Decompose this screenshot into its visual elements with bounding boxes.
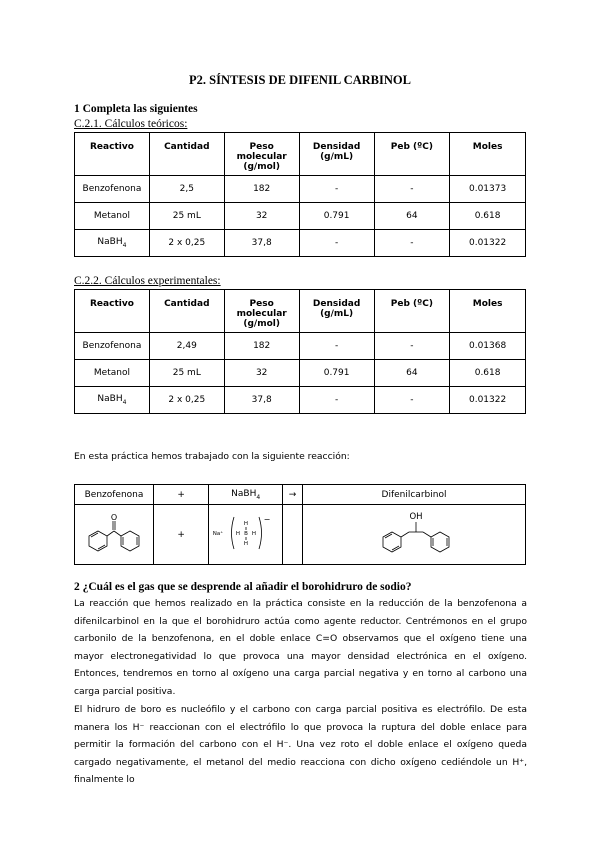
column-header: Reactivo [75,290,150,333]
column-header: Moles [450,290,526,333]
reaction-intro: En esta práctica hemos trabajado con la siguiente reacción: [74,451,350,462]
hydrogen-bottom-label: H [243,541,248,547]
paragraph-2: El hidruro de boro es nucleófilo y el carbono con carga parcial positiva es electrófilo. De esta manera los H⁻ reaccionan con el electrófilo lo que provoca la ruptura del doble enlace para permitir la formación del carbono con el H⁻. Una vez roto el doble enlace el oxígeno queda cargado negativamente, el metanol del medio reacciona con dicho oxígeno cediéndole un H⁺, finalmente lo [74,704,527,786]
hydrogen-top-label: H [243,521,248,527]
charge-label: − [263,515,271,524]
table-cell: 37,8 [224,387,299,414]
table-cell: 0.01373 [450,176,526,203]
table-cell: 64 [374,360,450,387]
table-cell: - [299,387,374,414]
hydroxyl-label: OH [409,512,423,522]
table-cell: 0.01322 [450,387,526,414]
column-header: Peso molecular (g/mol) [224,290,299,333]
table-cell: 0.01368 [450,333,526,360]
table-cell: 32 [224,360,299,387]
reaction-arrow: → [283,485,303,505]
table-cell: 0.01322 [450,230,526,257]
table-row [75,360,526,387]
table-cell: NaBH$_4$ [75,230,150,257]
table-cell: - [374,176,450,203]
table-cell: - [374,230,450,257]
table-header-row [75,290,526,333]
table-cell: Benzofenona [75,176,150,203]
theoretical-calculations-table [74,132,526,257]
product-name: Difenilcarbinol [302,485,525,505]
table-cell: 0.618 [450,360,526,387]
table-row [75,176,526,203]
reactant-2-name: NaBH$_4$ [209,485,283,505]
difenilcarbinol-drawing [303,505,525,561]
experimental-calculations-table [74,289,526,414]
paragraph-1: La reacción que hemos realizado en la práctica consiste en la reducción de la benzofenona a difenilcarbinol en la que el borohidruro actúa como agente reductor. Centrémonos en el grupo carbonilo de la benzofenona, en el doble enlace C=O observamos que el oxígeno tiene una mayor electronegatividad lo que provoca una mayor densidad electrónica en el oxígeno. Entonces, tendremos en torno al oxígeno una carga parcial negativa y en torno al carbono una carga parcial positiva. [74,598,527,697]
table-cell: 64 [374,203,450,230]
benzophenone-structure [75,505,154,565]
table-cell: 0.618 [450,203,526,230]
plus-sign-2: + [154,505,209,565]
table-cell: - [374,387,450,414]
table-cell: NaBH$_4$ [75,387,150,414]
difenilcarbinol-structure [302,505,525,565]
table-1-caption: C.2.1. Cálculos teóricos: [74,118,188,130]
sodium-ion-label: Na⁺ [212,531,223,537]
table-cell: Metanol [75,203,150,230]
reactant-1-name: Benzofenona [75,485,154,505]
table-row [75,203,526,230]
column-header: Densidad (g/mL) [299,290,374,333]
table-cell: 37,8 [224,230,299,257]
table-cell: 25 mL [149,360,224,387]
column-header: Peb (ºC) [374,133,450,176]
section-2-heading: 2 ¿Cuál es el gas que se desprende al añadir el borohidruro de sodio? [74,581,412,593]
hydrogen-left-label: H [235,531,240,537]
column-header: Reactivo [75,133,150,176]
column-header: Peso molecular (g/mol) [224,133,299,176]
table-cell: 25 mL [149,203,224,230]
table-cell: - [299,333,374,360]
column-header: Densidad (g/mL) [299,133,374,176]
column-header: Cantidad [149,290,224,333]
hydrogen-right-label: H [251,531,256,537]
table-cell: - [299,176,374,203]
borohydride-drawing [210,508,282,558]
column-header: Moles [450,133,526,176]
table-cell: 182 [224,333,299,360]
column-header: Cantidad [149,133,224,176]
table-cell: 2,5 [149,176,224,203]
borohydride-structure [209,505,283,565]
column-header: Peb (ºC) [374,290,450,333]
table-cell: 2,49 [149,333,224,360]
table-cell: 182 [224,176,299,203]
table-cell: - [374,333,450,360]
table-row [75,333,526,360]
table-cell: 32 [224,203,299,230]
table-cell: Metanol [75,360,150,387]
boron-label: B [243,531,248,537]
ketone-oxygen-label: O [110,513,118,522]
reaction-table [74,484,526,565]
section-1-heading: 1 Completa las siguientes [74,103,198,115]
benzophenone-drawing [75,505,153,561]
table-2-caption: C.2.2. Cálculos experimentales: [74,275,221,287]
empty-arrow-cell [283,505,303,565]
table-cell: - [299,230,374,257]
table-cell: 0.791 [299,360,374,387]
table-header-row [75,133,526,176]
table-cell: 2 x 0,25 [149,387,224,414]
plus-sign: + [154,485,209,505]
table-row [75,387,526,414]
table-cell: Benzofenona [75,333,150,360]
table-cell: 2 x 0,25 [149,230,224,257]
page-title: P2. SÍNTESIS DE DIFENIL CARBINOL [189,73,411,87]
table-row [75,230,526,257]
table-cell: 0.791 [299,203,374,230]
